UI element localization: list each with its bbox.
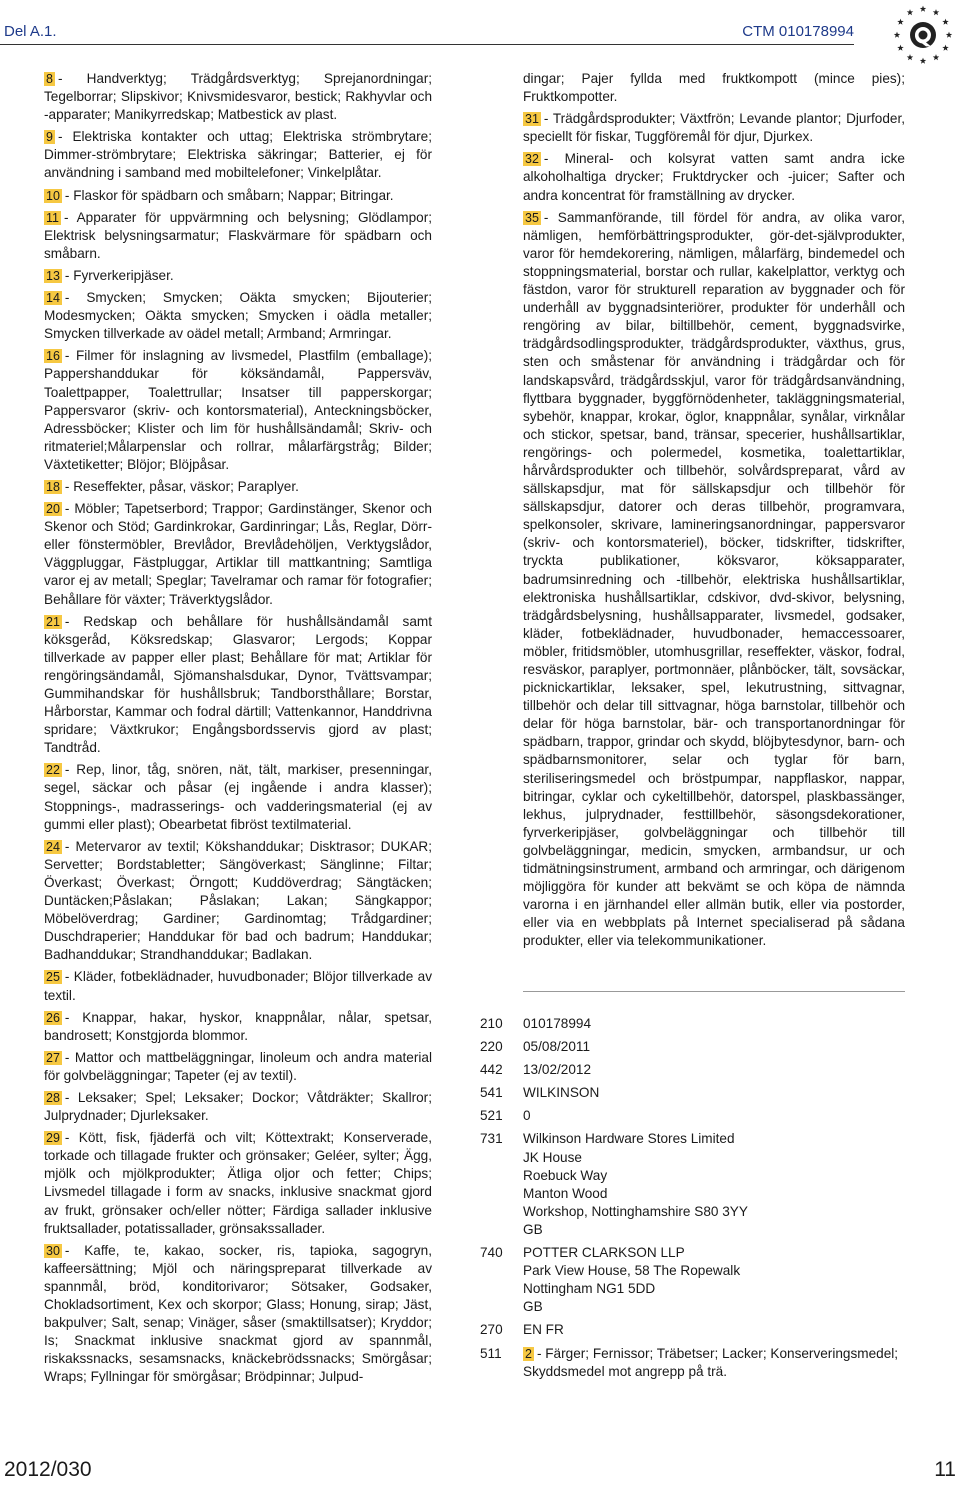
- class-number-badge: 28: [46, 1090, 60, 1105]
- meta-row: [480, 1321, 910, 1339]
- inid-value: [523, 1084, 910, 1102]
- logo-star: [894, 32, 900, 38]
- goods-class-text: - Mattor och mattbeläggningar, linoleum och andra material för golvbeläggningar; Tapeter (ej av textil).: [44, 1049, 432, 1083]
- meta-row: [480, 1084, 910, 1102]
- goods-class-paragraph: [44, 1242, 432, 1387]
- logo-star: [942, 45, 948, 51]
- goods-class-text: - Trädgårdsprodukter; Växtfrön; Levande plantor; Djurfoder, speciellt för fiskar, Tuggföremål för djur, Djurkex.: [523, 111, 905, 145]
- class-number-badge: 31: [525, 112, 539, 127]
- goods-class-text: - Mineral- och kolsyrat vatten samt andra icke alkoholhaltiga drycker; Fruktdrycker och -juicer; Safter och andra koncentrat för framställning av drycker.: [523, 151, 905, 203]
- inid-value-line: Workshop, Nottinghamshire S80 3YY: [523, 1203, 748, 1219]
- goods-class-text: - Handverktyg; Trädgårdsverktyg; Sprejanordningar; Tegelborrar; Slipskivor; Knivsmidesvaror, bestick; Rakhyvlar och -apparater; Manikyrredskap; Matbestick av plast.: [44, 71, 432, 123]
- inid-value-line: 13/02/2012: [523, 1062, 592, 1078]
- class-number-badge: 18: [46, 479, 60, 494]
- goods-class-paragraph: [44, 968, 432, 1004]
- inid-code: 521: [480, 1108, 503, 1124]
- logo-star: [907, 9, 913, 15]
- goods-class-paragraph: [523, 150, 905, 204]
- logo-star: [920, 6, 926, 12]
- goods-class-text: - Reseffekter, påsar, väskor; Paraplyer.: [64, 478, 299, 494]
- goods-class-paragraph: [523, 209, 905, 951]
- inid-code: 740: [480, 1245, 503, 1261]
- inid-value-line: EN FR: [523, 1322, 564, 1338]
- goods-class-paragraph: [44, 478, 432, 496]
- logo-star: [897, 45, 903, 51]
- inid-value: [523, 1015, 910, 1033]
- goods-class-paragraph: [44, 1089, 432, 1125]
- logo-star: [946, 32, 952, 38]
- inid-value-line: JK House: [523, 1149, 582, 1165]
- oami-logo-icon: [890, 2, 956, 68]
- meta-row: [480, 1130, 910, 1239]
- meta-row: [480, 1244, 910, 1316]
- logo-star: [942, 19, 948, 25]
- class-number-badge: 16: [46, 349, 60, 364]
- registration-details: [480, 1015, 910, 1386]
- goods-class-paragraph: [44, 209, 432, 263]
- goods-class-text: - Apparater för uppvärmning och belysning; Glödlampor; Elektrisk belysningsarmatur; Flaskvärmare för spädbarn och småbarn.: [44, 209, 432, 261]
- class-number-badge: 22: [46, 763, 60, 778]
- class-number-badge: 32: [525, 152, 539, 167]
- inid-value: [523, 1061, 910, 1079]
- class-number-badge: 13: [46, 268, 60, 283]
- inid-value-line: POTTER CLARKSON LLP: [523, 1245, 685, 1261]
- inid-value-line: 05/08/2011: [523, 1039, 591, 1055]
- goods-class-text: - Fyrverkeripjäser.: [64, 267, 174, 283]
- goods-class-text: - Metervaror av textil; Kökshanddukar; Disktrasor; DUKAR; Servetter; Bordstabletter; Sängöverkast; Sänglinne; Filtar; Överkast; Överkast; Örngott; Kuddöverdrag; Sängtäcken; Duntäcken;Påslakan; Påslakan; Lakan; Sängkappor; Möbelöverdrag; Gardiner; Gardinomtag; Trådgardiner; Duschdraperier; Handdukar för bad och badrum; Handdukar; Badhanddukar; Strandhanddukar; Badlakan.: [44, 838, 432, 963]
- inid-value-line: WILKINSON: [523, 1085, 600, 1101]
- goods-class-paragraph: [44, 613, 432, 758]
- logo-star: [897, 19, 903, 25]
- meta-row: [480, 1015, 910, 1033]
- inid-value: [523, 1107, 910, 1125]
- meta-row: [480, 1061, 910, 1079]
- inid-value-line: Wilkinson Hardware Stores Limited: [523, 1131, 735, 1147]
- inid-value-line: Park View House, 58 The Ropewalk: [523, 1263, 741, 1279]
- class-number-badge: 29: [46, 1131, 60, 1146]
- inid-code: 442: [480, 1062, 503, 1078]
- goods-class-paragraph: [44, 1129, 432, 1238]
- goods-class-paragraph: [44, 761, 432, 833]
- inid-code: 731: [480, 1131, 503, 1147]
- inid-code: 511: [480, 1345, 502, 1361]
- meta-row: [480, 1107, 910, 1125]
- class-number-badge: 26: [46, 1010, 60, 1025]
- class-number-badge: 27: [46, 1050, 60, 1065]
- meta-row-511: [480, 1345, 910, 1381]
- right-column: [523, 70, 905, 955]
- goods-class-text: - Möbler; Tapetserbord; Trappor; Gardinstänger, Skenor och Skenor och Stöd; Gardinkrokar, Gardinringar; Lås, Reglar, Dörr- eller fönstermöbler, Brevlådor, Brevlådehöljen, Verktygslådor, Väggpluggar, Fästpluggar, Artiklar till mattkantning; Samtliga varor ej av metall; Speglar; Tavelramar och ramar för fotografier; Behållare för växter; Träverktygslådor.: [44, 501, 432, 607]
- header-section: Del A.1.: [4, 23, 57, 40]
- class-number-badge: 14: [46, 291, 60, 306]
- inid-value-line: Manton Wood: [523, 1185, 608, 1201]
- goods-class-text: - Kaffe, te, kakao, socker, ris, tapioka, sagogryn, kaffeersättning; Mjöl och näringspreparat tillverkade av spannmål, bröd, konditorivaror; Sötsaker, Godsaker, Chokladsortiment, Kex och skorpor; Glass; Honung, sirap; Jäst, bakpulver; Salt, senap; Vinäger, såser (smaktillsatser); Kryddor; Is; Snackmat inklusive snackmat gjord av spannmål, riskakssnacks, sesamsnacks, knäckebrödssnacks; Smörgåsar; Wraps; Fyllningar för smörgåsar; Brödpinnar; Julpud-: [44, 1242, 432, 1385]
- inid-value-line: 0: [523, 1108, 531, 1124]
- left-column: [44, 70, 432, 1390]
- goods-class-text: - Filmer för inslagning av livsmedel, Plastfilm (emballage); Pappershanddukar för köksändamål, Pappersväv, Toalettpapper, Toalettrullar; Insatser till papperskorgar; Pappersvaror (skriv- och kontorsmaterial), Anteckningsböcker, Adressböcker; Klister och lim för hushållsändamål; Skriv- och ritmateriel;Målarpenslar och rollrar, målarfärgstråg; Bilder; Växtetiketter; Blöjor; Blöjpåsar.: [44, 348, 432, 472]
- inid-code: 541: [480, 1085, 503, 1101]
- inid-value: [523, 1038, 910, 1056]
- class-number-badge: 35: [525, 210, 539, 225]
- inid-code: 220: [480, 1039, 503, 1055]
- class-number-badge: 11: [46, 210, 59, 225]
- goods-class-paragraph: [44, 267, 432, 285]
- goods-class-paragraph: [44, 70, 432, 124]
- inid-value: [523, 1345, 910, 1381]
- goods-class-text: - Kläder, fotbeklädnader, huvudbonader; Blöjor tillverkade av textil.: [44, 969, 432, 1003]
- inid-value-line: GB: [523, 1221, 543, 1237]
- inid-code: 270: [480, 1322, 503, 1338]
- goods-class-text: - Rep, linor, tåg, snören, nät, tält, markiser, presenningar, segel, säckar och påsar (ej ingående i andra klasser); Stoppnings-, madrasserings- och vadderingsmaterial (ej av gummi eller plast); Obearbetat fibröst textilmaterial.: [44, 762, 432, 832]
- inid-value: [523, 1130, 910, 1239]
- header-ctm-number: CTM 010178994: [742, 23, 854, 40]
- goods-class-paragraph: [44, 500, 432, 609]
- inid-value: [523, 1244, 910, 1316]
- class-number-badge: 30: [46, 1243, 60, 1258]
- goods-class-paragraph: [44, 1009, 432, 1045]
- goods-class-text: - Knappar, hakar, hyskor, knappnålar, nålar, spetsar, bandrosett; Konstgjorda blommor.: [44, 1009, 432, 1043]
- footer-issue: 2012/030: [4, 1458, 92, 1481]
- inid-value-line: Roebuck Way: [523, 1167, 608, 1183]
- goods-class-text: - Leksaker; Spel; Leksaker; Dockor; Våtdräkter; Skallror; Julprydnader; Djurleksaker.: [44, 1089, 432, 1124]
- footer-page-number: 11: [934, 1458, 956, 1481]
- goods-class-paragraph: [44, 187, 432, 205]
- goods-class-text: - Smycken; Smycken; Oäkta smycken; Bijouterier; Modesmycken; Oäkta smycken; Smycken i oädla metaller; Smycken tillverkade av oädel metall; Armband; Armringar.: [44, 290, 432, 342]
- class-number-badge: 21: [46, 614, 60, 629]
- goods-class-text: - Redskap och behållare för hushållsändamål samt köksgeråd, Köksredskap; Glasvaror; Lergods; Koppar tillverkade av papper eller plast; Behållare för mat; Artiklar för rengöringsändamål, Sjömanshalsdukar, Dynor, Tvättsvampar; Gummihandskar för hushållsbruk; Tandborsthållare; Borstar, Hårborstar, Kammar och fodral därtill; Vattenkannor, Handdrivna spridare; Växtkrukor; Engångsbordsservis gjord av plast; Tandtråd.: [44, 613, 432, 756]
- class-number-badge: 24: [46, 839, 60, 854]
- goods-class-paragraph: [44, 838, 432, 965]
- goods-class-text: - Kött, fisk, fjäderfä och vilt; Köttextrakt; Konserverade, torkade och tillagade frukter och grönsaker; Geléer, sylter; Ägg, mjölk och mjölkprodukter; Ätliga oljor och fetter; Chips; Livsmedel tillagade i form av snacks, inklusive snackmat gjord av frukt, grönsaker och/eller nötter; Färdiga sallader inklusive fruktsallader, potatissallader, grönsakssallader.: [44, 1130, 432, 1236]
- goods-class-paragraph: [44, 289, 432, 343]
- goods-class-text: - Färger; Fernissor; Träbetser; Lacker; Konserveringsmedel; Skyddsmedel mot angrepp på trä.: [523, 1345, 899, 1379]
- logo-star: [920, 58, 926, 64]
- class-number-badge: 2: [525, 1346, 532, 1361]
- goods-class-text: dingar; Pajer fyllda med fruktkompott (mince pies); Fruktkompotter.: [523, 71, 905, 105]
- class-number-badge: 9: [46, 130, 53, 145]
- goods-class-paragraph: [523, 70, 905, 106]
- class-number-badge: 10: [46, 188, 60, 203]
- inid-value: [523, 1321, 910, 1339]
- class-number-badge: 20: [46, 502, 60, 517]
- header-rule: [0, 44, 854, 45]
- goods-class-text: - Flaskor för spädbarn och småbarn; Nappar; Bitringar.: [64, 187, 394, 203]
- inid-value-line: GB: [523, 1299, 543, 1315]
- goods-class-text: - Elektriska kontakter och uttag; Elektriska strömbrytare; Dimmer-strömbrytare; Elektriska säkringar; Batterier, ej för användning i samband med mobiltelefoner; Vinkelplåtar.: [44, 129, 432, 181]
- goods-class-paragraph: [523, 110, 905, 146]
- goods-class-paragraph: [44, 1049, 432, 1085]
- logo-star: [933, 9, 939, 15]
- logo-star: [907, 54, 913, 60]
- class-number-badge: 8: [46, 72, 53, 86]
- inid-code: 210: [480, 1016, 503, 1031]
- meta-row: [480, 1038, 910, 1056]
- goods-class-paragraph: [44, 128, 432, 182]
- logo-star: [933, 54, 939, 60]
- right-column-divider: [523, 991, 905, 992]
- class-number-badge: 25: [46, 970, 60, 985]
- goods-class-text: - Sammanförande, till fördel för andra, av olika varor, nämligen, hemförbättringsprodukter, gör-det-självprodukter, varor för hemdekorering, nämligen, målarfärg, bindemedel och stoppningsmaterial, borstar och rullar, kakelplattor, verktyg och fästdon, varor för strukturell reparation av byggnader och för underhåll av byggnadsinteriörer, produkter för underhåll och rengöring av bilar, biltillbehör, cement, byggnadsvirke, trädgårdsodlingsprodukter, trädgårdsprodukter, växthus, grus, sten och småstenar för användning i trädgårdar och för landskapsvård, trädgårdsskjul, varor för trädgårdsanvändning, flyttbara byggnader, byggförnödenheter, takläggningsmaterial, sybehör, knappar, krokar, öglor, knappnålar, synålar, virknålar och stickor, spetsar, band, tränsar, specerier, hushållsartiklar, rengörings- och polermedel, kosmetika, toalettartiklar, hårvårdsprodukter och tillbehör, solvårdspreparat, vård av sällskapsdjur, mat för sällskapsdjur och tillbehör för sällskapsdjur, datorer och deras tillbehör, programvara, spelkonsoler, skrivare, lamineringsanordningar, pappersvaror (skriv- och kontorsmateriel), böcker, tidskrifter, tidskrifter, tryckta publikationer, köksvaror, köksapparater, badrumsinredning och -tillbehör, elektriska hushållsartiklar, elektroniska hushållsartiklar, cdskivor, dvd-skivor, belysning, trädgårdsbelysning, hushållsapparater, livsmedel, godsaker, kläder, fotbeklädnader, huvudbonader, hemaccessoarer, möbler, fritidsmöbler, utomhusgrillar, reseffekter, väskor, fodral, resväskor, paraplyer, portmonnäer, plånböcker, tält, sovsäckar, picknickartiklar, leksaker, spel, lekutrustning, sittvagnar, tillbehör och delar till sittvagnar, höga barnstolar, tillbehör och delar för höga barnstolar, bär- och transportanordningar för spädbarn, trappor, grindar och skydd, blöjbytesdynor, barn- och spädbarnsmonitorer, selar och tyglar för barn, steriliseringsmedel och bröstpumpar, nappflaskor, nappar, bitringar, cyklar och cykeltillbehör, datorspel, plaskbassänger, lekhus, julprydnader, festtillbehör, säsongsdekorationer, fyrverkeripjäser, golvbeläggningar och tillbehör till golvbeläggningar, medicin, smycken, armbandsur, ur och tidmätningsinstrument, armband och armringar, och därigenom möjliggöra för kunder att bekvämt se och köpa de nämnda varorna i en järnhandel eller allmän butik, eller via postorder, eller via en webbplats på Internet specialiserad på sådana produkter, eller via telekommunikationer.: [523, 209, 905, 949]
- inid-value-line: Nottingham NG1 5DD: [523, 1281, 656, 1297]
- inid-value-line: 010178994: [523, 1016, 592, 1031]
- goods-class-paragraph: [44, 347, 432, 474]
